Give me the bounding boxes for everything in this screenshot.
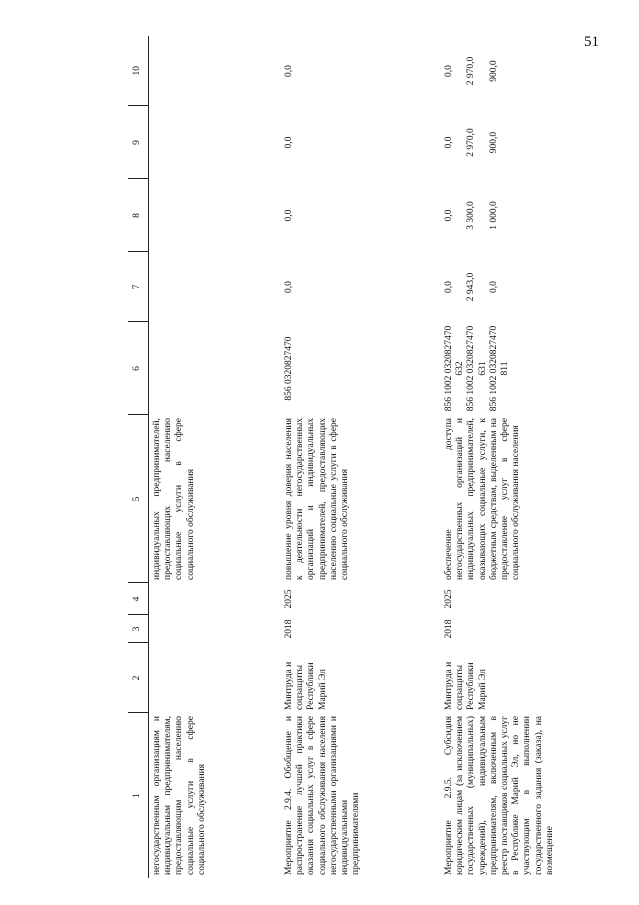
amount-cell [149,36,282,106]
table-row [441,36,612,878]
executor-cell [149,643,282,713]
measure-cell: негосударственным организациям и индивидуальным предпринимателям, предоставляющим населению социальные услуги в сфере социального обслуживания [152,716,207,875]
amount-cell: 0,0 2 970,0 900,0 [444,56,499,86]
col-header: 9 [128,106,149,179]
col-header: 10 [128,36,149,106]
start-year-cell: 2018 [284,619,294,639]
start-year-cell [149,615,282,643]
amount-cell: 0,0 [284,209,294,222]
result-cell: обеспечение доступа негосударственных организаций и индивидуальных предпринимателей, оказывающих социальные услуги, к бюджетным средствам, выделенным на предоставление услуг в сфере социального обслуживания населения [444,418,522,580]
amount-cell: 0,0 [284,65,294,77]
result-cell: повышение уровня доверия населения к деятельности негосударственных организаций и индивидуальных предпринимателей, предоставляющих населению социальные услуги в сфере социального обслуживания [284,418,351,580]
amount-cell: 0,0 2 943,0 0,0 [444,272,499,302]
col-header: 8 [128,179,149,252]
col-header: 1 [128,713,149,878]
amount-cell [149,252,282,322]
header-row [128,36,149,878]
page-number: 51 [584,34,599,50]
budget-code-cell: 856 0320827470 [284,336,294,401]
executor-cell: Минтруда и соцзащиты Республики Марий Эл [444,661,488,710]
measure-cell: Мероприятие 2.9.5. Субсидия юридическим лицам (за исключением государственных (муниципальных) учреждений), индивидуальным предпринимателям, включенным в реестр поставщиков социальных услуг в Республике Марий Эл, но не участвующим в выполнении государственного задания (заказа), на возмещение [444,716,555,875]
result-cell: индивидуальных предпринимателей, предоставляющих населению социальные услуги в сфере социального обслуживания [152,418,196,580]
col-header: 2 [128,643,149,713]
amount-cell: 0,0 2 970,0 900,0 [444,128,499,157]
program-table [128,36,612,878]
end-year-cell: 2025 [284,589,294,609]
table-row [281,36,441,878]
measure-cell: Мероприятие 2.9.4. Обобщение и распространение лучшей практики оказания социальных услуг в сфере социального обслуживания населения негосударственными организациями и индивидуальными предпринимателями [284,716,362,875]
budget-code-cell: 856 1002 0320827470 632 856 1002 0320827470 631 856 1002 0320827470 811 [444,325,511,412]
start-year-cell: 2018 [444,619,454,639]
amount-cell: 0,0 [284,281,294,293]
amount-cell [149,106,282,179]
col-header: 6 [128,322,149,415]
col-header: 3 [128,615,149,643]
budget-code-cell [149,322,282,415]
amount-cell: 0,0 3 300,0 1 000,0 [444,201,499,230]
col-header: 7 [128,252,149,322]
end-year-cell: 2025 [444,589,454,609]
amount-cell [149,179,282,252]
amount-cell: 0,0 [284,136,294,149]
col-header: 5 [128,415,149,583]
col-header: 4 [128,583,149,615]
table-row [149,36,282,878]
executor-cell: Минтруда и соцзащиты Республики Марий Эл [284,661,328,710]
end-year-cell [149,583,282,615]
